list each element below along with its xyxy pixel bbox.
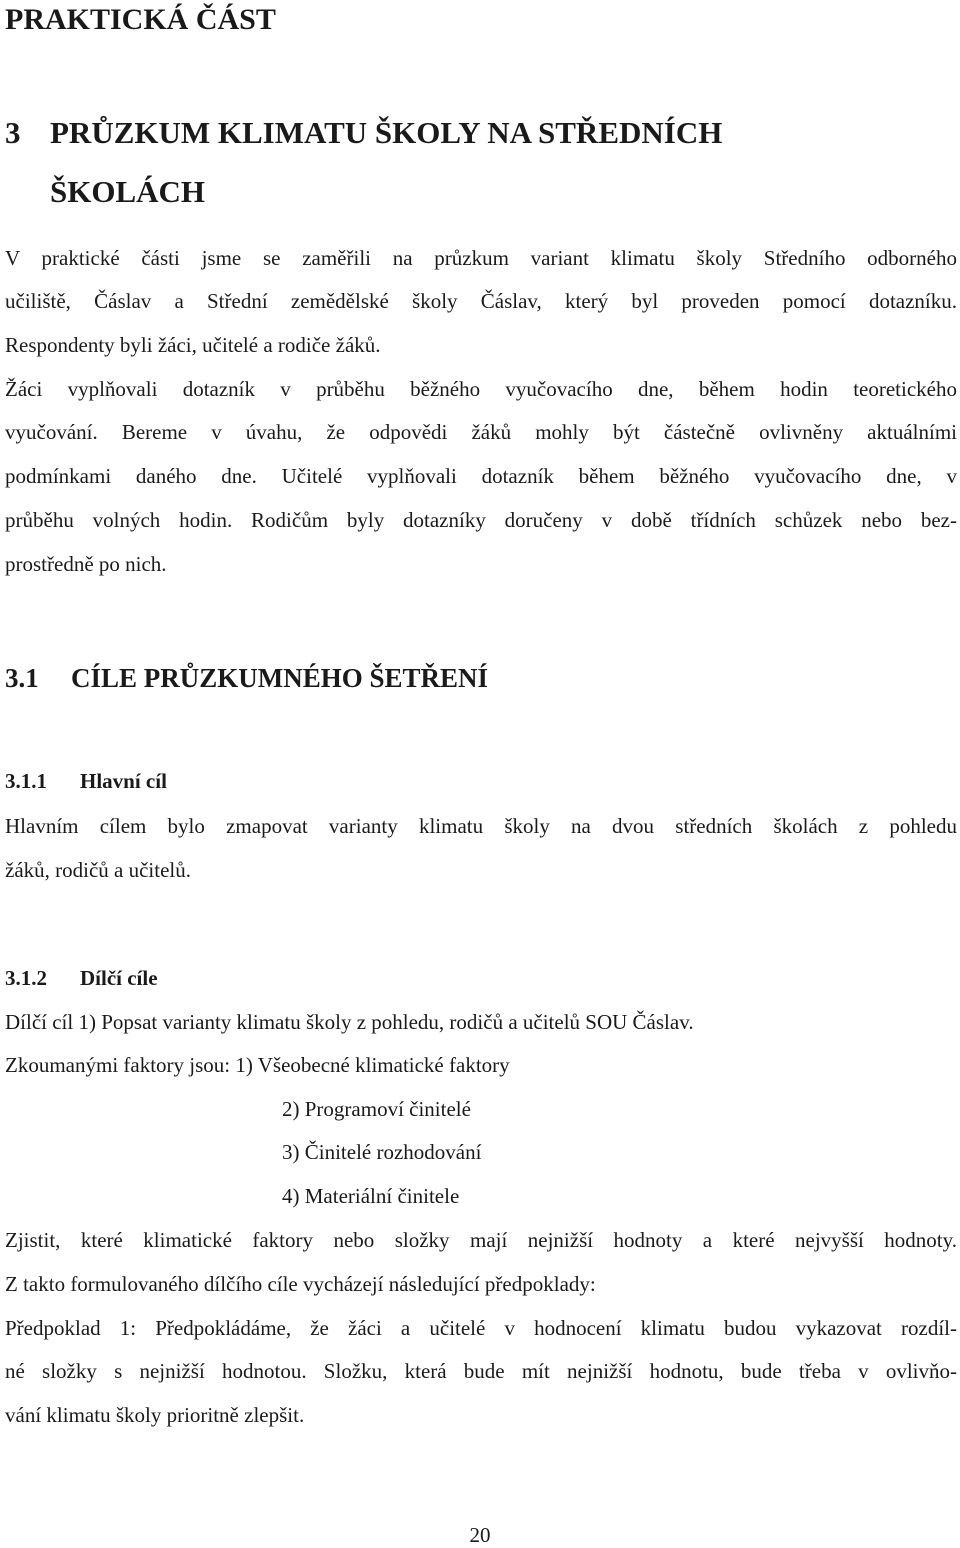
hypothesis-line: vání klimatu školy prioritně zlepšit. (5, 1403, 305, 1427)
subsection-title: Hlavní cíl (80, 769, 167, 793)
chapter-title-line1: PRŮZKUM KLIMATU ŠKOLY NA STŘEDNÍCH (50, 115, 723, 150)
chapter-title-line2: ŠKOLÁCH (50, 174, 206, 209)
chapter-heading (5, 113, 722, 153)
hypothesis-line: né složky s nejnižší hodnotou. Složku, která bude mít nejnižší hodnotu, bude třeba v ovlivňo- (5, 1359, 957, 1383)
factor-item: 4) Materiální činitele (282, 1184, 460, 1208)
subsection-title: Dílčí cíle (80, 966, 158, 990)
section-heading (5, 661, 488, 695)
section-number: 3.1 (5, 663, 39, 693)
factor-item: 2) Programoví činitelé (282, 1097, 471, 1121)
intro-line: Žáci vyplňovali dotazník v průběhu běžného vyučovacího dne, během hodin teoretického (5, 377, 957, 401)
hypothesis-line: Předpoklad 1: Předpokládáme, že žáci a učitelé v hodnocení klimatu budou vykazovat rozdíl- (5, 1316, 957, 1340)
subsection-heading-main-goal (5, 767, 167, 795)
intro-line: prostředně po nich. (5, 552, 167, 576)
assumptions-line: Z takto formulovaného dílčího cíle vycházejí následující předpoklady: (5, 1272, 596, 1296)
factors-line: Zkoumanými faktory jsou: 1) Všeobecné klimatické faktory (5, 1053, 510, 1077)
intro-line: Respondenty byli žáci, učitelé a rodiče žáků. (5, 333, 381, 357)
subsection-number: 3.1.1 (5, 769, 47, 793)
subsection-heading-partial-goals (5, 964, 158, 992)
section-title: CÍLE PRŮZKUMNÉHO ŠETŘENÍ (71, 663, 489, 693)
subsection-number: 3.1.2 (5, 966, 47, 990)
intro-line: průběhu volných hodin. Rodičům byly dotazníky doručeny v době třídních schůzek nebo bez- (5, 508, 957, 532)
intro-line: V praktické části jsme se zaměřili na průzkum variant klimatu školy Středního odborného (5, 246, 957, 270)
find-line: Zjistit, které klimatické faktory nebo složky mají nejnižší hodnoty a které nejvyšší hodnoty. (5, 1228, 957, 1252)
intro-line: podmínkami daného dne. Učitelé vyplňovali dotazník během běžného vyučovacího dne, v (5, 464, 957, 488)
factor-item: 3) Činitelé rozhodování (282, 1140, 482, 1164)
main-goal-line: Hlavním cílem bylo zmapovat varianty klimatu školy na dvou středních školách z pohledu (5, 814, 957, 838)
partial-goal-line: Dílčí cíl 1) Popsat varianty klimatu školy z pohledu, rodičů a učitelů SOU Čáslav. (5, 1010, 694, 1034)
intro-line: učiliště, Čáslav a Střední zemědělské školy Čáslav, který byl proveden pomocí dotazníku. (5, 289, 957, 313)
chapter-number: 3 (5, 115, 21, 150)
part-title: PRAKTICKÁ ČÁST (5, 3, 276, 36)
main-goal-line: žáků, rodičů a učitelů. (5, 858, 192, 882)
page-number: 20 (469, 1523, 491, 1547)
intro-line: vyučování. Bereme v úvahu, že odpovědi žáků mohly být částečně ovlivněny aktuálními (5, 420, 957, 444)
